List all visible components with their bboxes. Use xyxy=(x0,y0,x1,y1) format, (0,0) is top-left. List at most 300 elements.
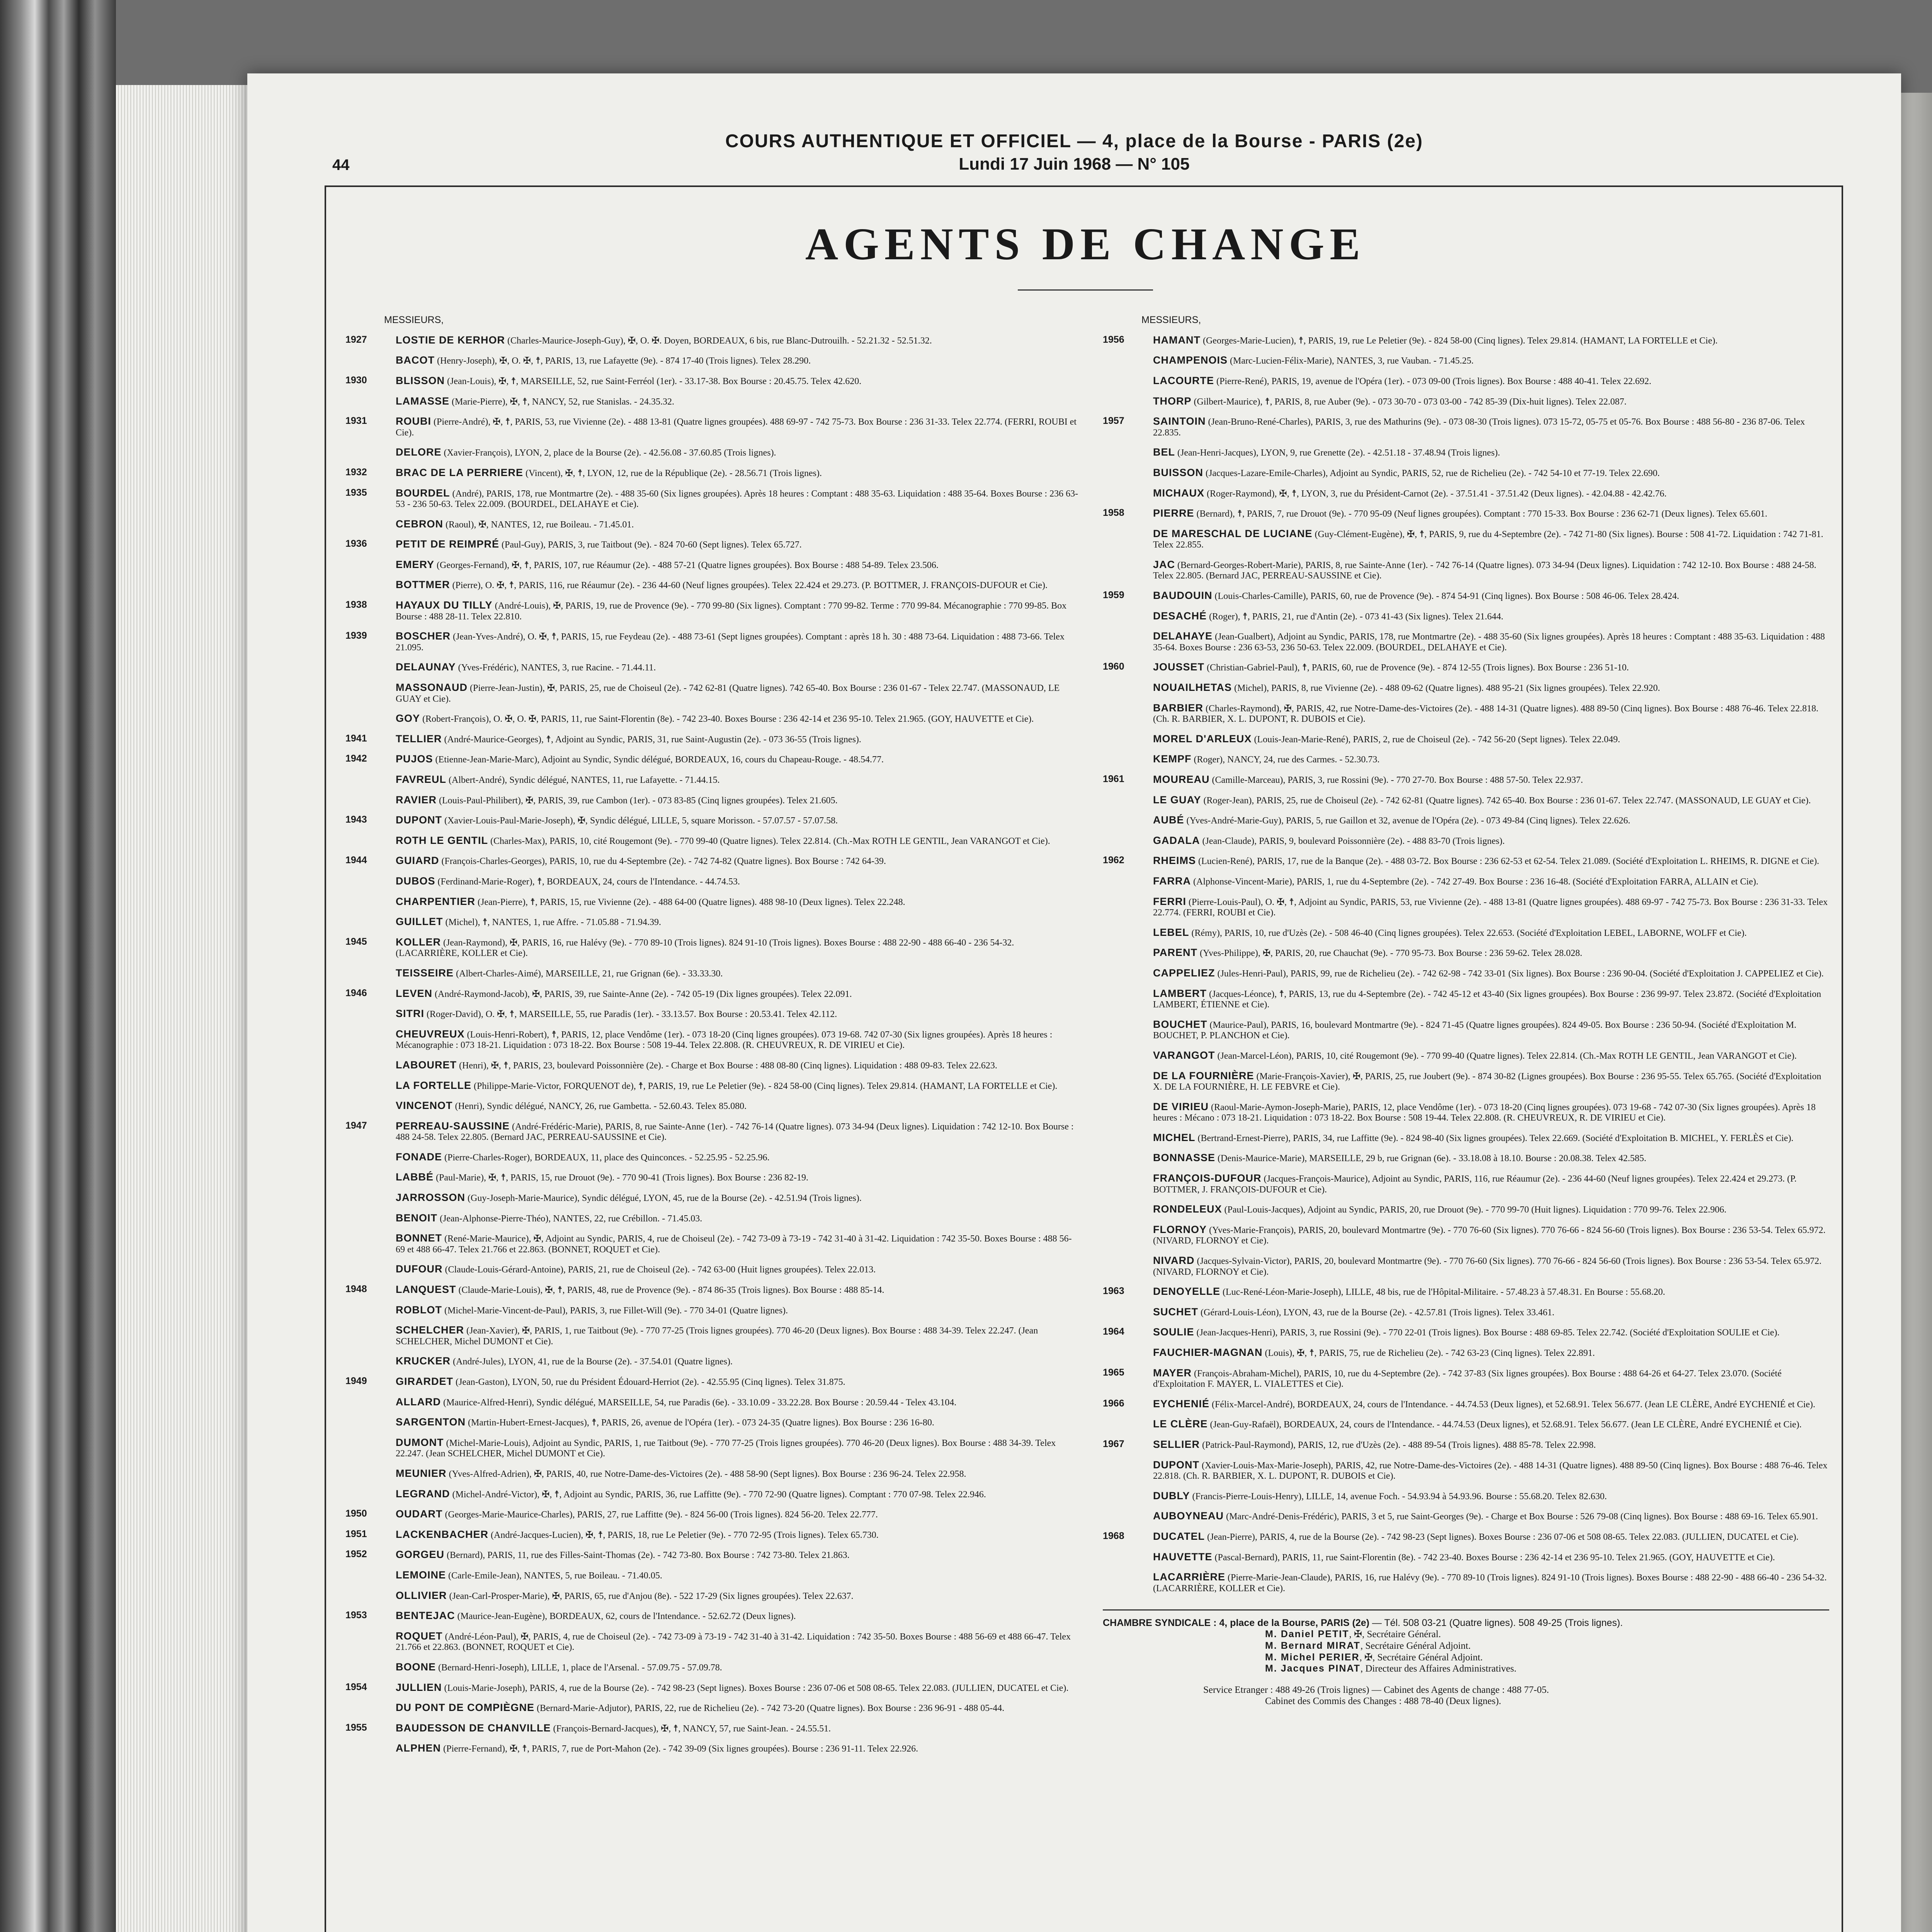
chambre-syndicale xyxy=(1103,1609,1829,1707)
agent-entry xyxy=(1103,1551,1829,1563)
agent-entry xyxy=(1103,1070,1829,1093)
agent-entry xyxy=(345,1529,1080,1541)
entry-name: VINCENOT xyxy=(396,1100,453,1112)
entry-details: (Yves-Philippe), ✠, PARIS, 20, rue Chauchat (9e). - 770 95-73. Box Bourse : 236 59-62. Telex 28.028. xyxy=(1200,948,1582,959)
entry-name: SARGENTON xyxy=(396,1416,466,1428)
agent-entry xyxy=(345,579,1080,591)
entry-name: BOURDEL xyxy=(396,487,450,499)
entry-details: (Jean-Gaston), LYON, 50, rue du Président Édouard-Herriot (2e). - 42.55.95 (Cinq lignes). Telex 31.875. xyxy=(456,1377,845,1387)
agent-entry xyxy=(345,1028,1080,1051)
entry-name: ROQUET xyxy=(396,1630,443,1642)
agent-entry xyxy=(345,354,1080,367)
entry-year: 1954 xyxy=(345,1681,367,1692)
entry-name: PIERRE xyxy=(1153,507,1194,519)
entry-name: DE LA FOURNIÈRE xyxy=(1153,1070,1254,1082)
entry-details: (Jean-Carl-Prosper-Marie), ✠, PARIS, 65, rue d'Anjou (8e). - 522 17-29 (Six lignes groupées). Telex 22.637. xyxy=(449,1591,854,1601)
entry-details: (Jean-Pierre), ☨, PARIS, 15, rue Vivienne (2e). - 488 64-00 (Quatre lignes). 488 98-10 (Deux lignes). Telex 22.248. xyxy=(478,897,905,907)
entry-name: LAMASSE xyxy=(396,395,450,407)
agent-entry xyxy=(1103,610,1829,622)
agent-entry xyxy=(345,1610,1080,1622)
entry-details: (Charles-Raymond), ✠, PARIS, 42, rue Notre-Dame-des-Victoires (2e). - 488 14-31 (Quatre lignes). 488 89-50 (Cinq lignes). Box Bourse : 488 76-46. Telex 22.818. (Ch. R. BARBIER, X. L. DUPONT, R. DUBOIS et Cie). xyxy=(1153,703,1819,724)
entry-name: ROUBI xyxy=(396,415,431,427)
entry-details: (André-Louis), ✠, PARIS, 19, rue de Provence (9e). - 770 99-80 (Six lignes). Comptant : 770 99-82. Terme : 770 99-84. Mécanographie : 770 99-85. Box Bourse : 488 28-11. Telex 22.810. xyxy=(396,601,1067,622)
agent-entry xyxy=(1103,875,1829,888)
entry-details: (Maurice-Jean-Eugène), BORDEAUX, 62, cours de l'Intendance. - 52.62.72 (Deux lignes). xyxy=(457,1611,796,1622)
agent-entry xyxy=(345,1742,1080,1755)
right-column xyxy=(1103,315,1829,1707)
agent-entry xyxy=(345,661,1080,673)
page-number: 44 xyxy=(332,156,350,173)
entry-details: (Bernard-Henri-Joseph), LILLE, 1, place de l'Arsenal. - 57.09.75 - 57.09.78. xyxy=(438,1662,722,1673)
agent-entry xyxy=(345,1508,1080,1520)
agent-entry xyxy=(345,538,1080,551)
entry-name: SITRI xyxy=(396,1008,425,1020)
entry-name: HAUVETTE xyxy=(1153,1551,1213,1563)
entry-name: RHEIMS xyxy=(1153,855,1196,867)
agent-entry xyxy=(1103,1459,1829,1482)
entry-year: 1945 xyxy=(345,936,367,947)
agent-entry xyxy=(1103,661,1829,673)
entry-details: (Martin-Hubert-Ernest-Jacques), ☨, PARIS, 26, avenue de l'Opéra (1er). - 073 24-35 (Quatre lignes). Box Bourse : 236 16-80. xyxy=(468,1418,934,1428)
agent-entry xyxy=(345,916,1080,928)
entry-details: (Roger-David), O. ✠, ☨, MARSEILLE, 55, rue Paradis (1er). - 33.13.57. Box Bourse : 20.53.41. Telex 42.112. xyxy=(427,1009,837,1020)
entry-name: SAINTOIN xyxy=(1153,415,1206,427)
agent-entry xyxy=(1103,1132,1829,1144)
entry-details: (Louis-Marie-Joseph), PARIS, 4, rue de la Bourse (2e). - 742 98-23 (Sept lignes). Boxes Bourse : 236 07-06 et 508 08-65. Telex 22.083. (JULLIEN, DUCATEL et Cie). xyxy=(444,1683,1069,1693)
entry-details: (François-Charles-Georges), PARIS, 10, rue du 4-Septembre (2e). - 742 74-82 (Quatre lignes). Box Bourse : 742 64-39. xyxy=(441,856,886,867)
entry-details: (Christian-Gabriel-Paul), ☨, PARIS, 60, rue de Provence (9e). - 874 12-55 (Trois lignes). Box Bourse : 236 51-10. xyxy=(1207,663,1629,673)
entry-details: (Patrick-Paul-Raymond), PARIS, 12, rue d'Uzès (2e). - 488 89-54 (Trois lignes). 488 85-78. Telex 22.998. xyxy=(1202,1440,1596,1450)
entry-details: (Jacques-Lazare-Emile-Charles), Adjoint au Syndic, PARIS, 52, rue de Richelieu (2e). - 742 54-10 et 77-19. Telex 22.690. xyxy=(1206,468,1660,478)
agent-entry xyxy=(1103,528,1829,551)
entry-details: (François-Abraham-Michel), PARIS, 10, rue du 4-Septembre (2e). - 742 37-83 (Six lignes groupées). Box Bourse : 488 64-26 et 64-27. Telex 23.070. (Société d'Exploitation F. MAYER, L. VIALETTES et Cie). xyxy=(1153,1368,1782,1389)
entry-name: FRANÇOIS-DUFOUR xyxy=(1153,1172,1262,1184)
agent-entry xyxy=(1103,1367,1829,1390)
entry-name: GIRARDET xyxy=(396,1376,453,1387)
left-entry-list xyxy=(345,334,1080,1755)
entry-name: LEVEN xyxy=(396,987,433,999)
entry-year: 1966 xyxy=(1103,1398,1124,1409)
entry-name: GOY xyxy=(396,713,420,724)
agent-entry xyxy=(345,518,1080,531)
entry-details: (Jean-Pierre), PARIS, 4, rue de la Bourse (2e). - 742 98-23 (Sept lignes). Boxes Bourse : 236 07-06 et 508 08-65. Telex 22.083. (JULLIEN, DUCATEL et Cie). xyxy=(1207,1532,1799,1542)
entry-name: MASSONAUD xyxy=(396,682,468,694)
agent-entry xyxy=(1103,1203,1829,1216)
agent-entry xyxy=(345,1590,1080,1602)
entry-details: (Rémy), PARIS, 10, rue d'Uzès (2e). - 508 46-40 (Cinq lignes groupées). Telex 22.653. (Société d'Exploitation LEBEL, LABORNE, WOLFF et Cie). xyxy=(1191,928,1747,938)
entry-details: (Gilbert-Maurice), ☨, PARIS, 8, rue Auber (9e). - 073 30-70 - 073 03-00 - 742 85-39 (Dix-huit lignes). Telex 22.087. xyxy=(1194,396,1627,407)
entry-name: LANQUEST xyxy=(396,1284,456,1296)
agent-entry xyxy=(1103,682,1829,694)
agent-entry xyxy=(345,1569,1080,1582)
entry-name: BUISSON xyxy=(1153,466,1204,478)
agent-entry xyxy=(345,814,1080,827)
agent-entry xyxy=(345,487,1080,510)
entry-name: FAUCHIER-MAGNAN xyxy=(1153,1347,1263,1358)
agent-entry xyxy=(1103,375,1829,387)
entry-details: (Bertrand-Ernest-Pierre), PARIS, 34, rue Laffitte (9e). - 824 98-40 (Six lignes groupées). Telex 22.669. (Société d'Exploitation B. MICHEL, Y. FERLÈS et Cie). xyxy=(1197,1133,1794,1143)
entry-year: 1964 xyxy=(1103,1326,1124,1337)
agent-entry xyxy=(1103,334,1829,347)
entry-name: SUCHET xyxy=(1153,1306,1199,1318)
member-role: , Secrétaire Général Adjoint. xyxy=(1360,1640,1471,1651)
chambre-phone: — Tél. 508 03-21 (Quatre lignes). 508 49-25 (Trois lignes). xyxy=(1372,1617,1623,1629)
agent-entry xyxy=(345,1100,1080,1112)
entry-details: (Michel-Marie-Louis), Adjoint au Syndic, PARIS, 1, rue Taitbout (9e). - 770 77-25 (Trois lignes groupées). 770 46-20 (Deux lignes). Box Bourse : 488 34-39. Telex 22.247. (Jean SCHELCHER, Michel DUMONT et Cie). xyxy=(396,1438,1056,1459)
agent-entry xyxy=(345,774,1080,786)
entry-details: (Jean-Claude), PARIS, 9, boulevard Poissonnière (2e). - 488 83-70 (Trois lignes). xyxy=(1202,836,1505,846)
entry-year: 1955 xyxy=(345,1722,367,1733)
entry-details: (Pierre-Marie-Jean-Claude), PARIS, 16, rue Halévy (9e). - 770 89-10 (Trois lignes). 824 91-10 (Trois lignes). Boxes Bourse : 488 22-90 - 488 66-40 - 236 54-32. (LACARRIÈRE, KOLLER et Cie). xyxy=(1153,1573,1827,1594)
agent-entry xyxy=(1103,467,1829,479)
entry-details: (Louis-Charles-Camille), PARIS, 60, rue de Provence (9e). - 874 54-91 (Cinq lignes). Box Bourse : 508 46-06. Telex 28.424. xyxy=(1214,591,1679,602)
entry-name: LABOURET xyxy=(396,1059,457,1071)
entry-details: (Pierre), O. ✠, ☨, PARIS, 116, rue Réaumur (2e). - 236 44-60 (Neuf lignes groupées). Telex 22.424 et 29.273. (P. BOTTMER, J. FRANÇOIS-DUFOUR et Cie). xyxy=(452,580,1048,591)
entry-details: (Louis), ✠, ☨, PARIS, 75, rue de Richelieu (2e). - 742 63-23 (Cinq lignes). Telex 22.891. xyxy=(1265,1348,1595,1358)
entry-details: (Denis-Maurice-Marie), MARSEILLE, 29 b, rue Grignan (6e). - 33.18.08 à 18.10. Bourse : 20.08.38. Telex 42.585. xyxy=(1218,1153,1646,1164)
agent-entry xyxy=(345,794,1080,806)
entry-name: LACARRIÈRE xyxy=(1153,1571,1226,1583)
agent-entry xyxy=(345,1488,1080,1500)
entry-name: ROTH LE GENTIL xyxy=(396,834,488,846)
agent-entry xyxy=(345,1722,1080,1735)
agent-entry xyxy=(345,1171,1080,1184)
entry-name: BAUDESSON DE CHANVILLE xyxy=(396,1722,551,1734)
agent-entry xyxy=(1103,1152,1829,1164)
entry-year: 1962 xyxy=(1103,855,1124,866)
entry-name: FONADE xyxy=(396,1151,442,1163)
entry-details: (André-Jacques-Lucien), ✠, ☨, PARIS, 18, rue Le Peletier (9e). - 770 72-95 (Trois lignes). Telex 65.730. xyxy=(491,1530,879,1540)
entry-details: (Henri), Syndic délégué, NANCY, 26, rue Gambetta. - 52.60.43. Telex 85.080. xyxy=(455,1101,747,1112)
entry-year: 1947 xyxy=(345,1120,367,1131)
entry-details: (Bernard-Georges-Robert-Marie), PARIS, 8, rue Sainte-Anne (1er). - 742 76-14 (Quatre lignes). 073 34-94 (Deux lignes). Liquidation : 742 12-10. Box Bourse : 488 24-58. Telex 22.805. (Bernard JAC, PERREAU-SAUSSINE et Cie). xyxy=(1153,560,1816,581)
agent-entry xyxy=(1103,1531,1829,1543)
entry-name: JARROSSON xyxy=(396,1192,466,1204)
entry-year: 1956 xyxy=(1103,334,1124,345)
entry-details: (Jean-Jacques-Henri), PARIS, 3, rue Rossini (9e). - 770 22-01 (Trois lignes). Box Bourse : 488 69-85. Telex 22.742. (Société d'Exploitation SOULIE et Cie). xyxy=(1196,1328,1780,1338)
entry-details: (Albert-André), Syndic délégué, NANTES, 11, rue Lafayette. - 71.44.15. xyxy=(449,775,720,785)
agent-entry xyxy=(345,936,1080,959)
entry-details: (Alphonse-Vincent-Marie), PARIS, 1, rue du 4-Septembre (2e). - 742 27-49. Box Bourse : 236 16-48. (Société d'Exploitation FARRA, ALLAIN et Cie). xyxy=(1193,876,1759,887)
entry-details: (Jacques-Léonce), ☨, PARIS, 13, rue du 4-Septembre (2e). - 742 45-12 et 43-40 (Six lignes groupées). Box Bourse : 236 99-97. Telex 23.872. (Société d'Exploitation LAMBERT, ÉTIENNE et Cie). xyxy=(1153,989,1821,1010)
agent-entry xyxy=(1103,415,1829,438)
entry-name: DELAUNAY xyxy=(396,661,456,673)
content-frame xyxy=(325,185,1843,1932)
entry-name: BEL xyxy=(1153,446,1175,458)
entry-name: BENOIT xyxy=(396,1212,438,1224)
entry-details: (Michel), ☨, NANTES, 1, rue Affre. - 71.05.88 - 71.94.39. xyxy=(445,917,662,928)
member-role: , ✠, Secrétaire Général Adjoint. xyxy=(1359,1652,1483,1663)
entry-name: NOUAILHETAS xyxy=(1153,682,1232,694)
entry-name: PUJOS xyxy=(396,753,433,765)
entry-details: (René-Marie-Maurice), ✠, Adjoint au Syndic, PARIS, 4, rue de Choiseul (2e). - 742 73-09 à 73-19 - 742 31-40 à 31-42. Liquidation : 742 35-50. Boxes Bourse : 488 56-69 et 488 66-47. Telex 21.766 et 22.863. (BONNET, ROQUET et Cie). xyxy=(396,1234,1072,1255)
entry-name: PARENT xyxy=(1153,947,1198,959)
chambre-member xyxy=(1265,1663,1829,1675)
agent-entry xyxy=(1103,927,1829,939)
entry-details: (Carle-Emile-Jean), NANTES, 5, rue Boileau. - 71.40.05. xyxy=(448,1570,662,1581)
agent-entry xyxy=(345,682,1080,704)
entry-name: DUPONT xyxy=(1153,1459,1199,1471)
entry-name: MOUREAU xyxy=(1153,774,1210,785)
entry-details: (Charles-Maurice-Joseph-Guy), ✠, O. ✠. Doyen, BORDEAUX, 6 bis, rue Blanc-Dutrouilh. - 52.21.32 - 52.51.32. xyxy=(507,335,932,346)
entry-name: LEMOINE xyxy=(396,1569,446,1581)
agent-entry xyxy=(345,1355,1080,1367)
entry-details: (Louis-Henri-Robert), ☨, PARIS, 12, place Vendôme (1er). - 073 18-20 (Cinq lignes groupées). 073 19-68. 742 07-30 (Six lignes groupées). Après 18 heures : Mécanographie : 073 18-21. Liquidation : 073 18-22. Box Bourse : 508 19-44. Telex 22.808. (R. CHEUVREUX, R. DE VIRIEU et Cie). xyxy=(396,1029,1053,1051)
entry-name: TEISSEIRE xyxy=(396,967,454,979)
entry-name: DUFOUR xyxy=(396,1263,443,1275)
entry-name: MICHAUX xyxy=(1153,487,1204,499)
entry-name: CHAMPENOIS xyxy=(1153,354,1228,366)
agent-entry xyxy=(1103,559,1829,582)
entry-year: 1932 xyxy=(345,466,367,478)
entry-name: DENOYELLE xyxy=(1153,1286,1221,1298)
entry-name: DUBOS xyxy=(396,875,435,887)
entry-details: (Michel), PARIS, 8, rue Vivienne (2e). - 488 09-62 (Quatre lignes). 488 95-21 (Six lignes groupées). Telex 22.920. xyxy=(1234,683,1660,694)
entry-year: 1951 xyxy=(345,1528,367,1539)
agent-entry xyxy=(345,875,1080,888)
entry-name: ROBLOT xyxy=(396,1304,442,1316)
entry-details: (Pierre-Charles-Roger), BORDEAUX, 11, place des Quinconces. - 52.25.95 - 52.25.96. xyxy=(444,1152,770,1163)
entry-name: FERRI xyxy=(1153,895,1186,907)
agent-entry xyxy=(1103,1224,1829,1247)
entry-name: KOLLER xyxy=(396,936,441,948)
agent-entry xyxy=(345,467,1080,479)
entry-name: MOREL D'ARLEUX xyxy=(1153,733,1252,745)
agent-entry xyxy=(345,375,1080,387)
entry-details: (Gérard-Louis-Léon), LYON, 43, rue de la Bourse (2e). - 42.57.81 (Trois lignes). Telex 33.461. xyxy=(1201,1307,1554,1318)
agent-entry xyxy=(1103,855,1829,867)
agent-entry xyxy=(345,1702,1080,1714)
entry-details: (Philippe-Marie-Victor, FORQUENOT de), ☨, PARIS, 19, rue Le Peletier (9e). - 824 58-00 (Cinq lignes). Telex 29.814. (HAMANT, LA FORTELLE et Cie). xyxy=(473,1081,1058,1091)
agent-entry xyxy=(345,1549,1080,1561)
entry-name: DELORE xyxy=(396,446,442,458)
agent-entry xyxy=(345,713,1080,725)
entry-name: BOUCHET xyxy=(1153,1018,1208,1030)
entry-details: (Henri), ✠, ☨, PARIS, 23, boulevard Poissonnière (2e). - Charge et Box Bourse : 488 08-80 (Cinq lignes). Liquidation : 488 09-83. Telex 22.623. xyxy=(459,1060,997,1071)
agent-entry xyxy=(345,1151,1080,1163)
agent-entry xyxy=(345,446,1080,459)
entry-name: LE CLÈRE xyxy=(1153,1418,1208,1430)
cabinet-commis: Cabinet des Commis des Changes : 488 78-40 (Deux lignes). xyxy=(1265,1696,1502,1706)
entry-details: (Maurice-Paul), PARIS, 16, boulevard Montmartre (9e). - 824 71-45 (Quatre lignes groupées). 824 49-05. Box Bourse : 236 50-94. (Société d'Exploitation M. BOUCHET, P. PLANCHON et Cie). xyxy=(1153,1020,1796,1041)
agent-entry xyxy=(1103,702,1829,725)
chambre-members xyxy=(1103,1629,1829,1675)
entry-details: (Louis-Jean-Marie-René), PARIS, 2, rue de Choiseul (2e). - 742 56-20 (Sept lignes). Telex 22.049. xyxy=(1254,734,1620,745)
agent-entry xyxy=(1103,1286,1829,1298)
left-column-label: MESSIEURS, xyxy=(384,315,444,325)
entry-name: EMERY xyxy=(396,558,435,570)
entry-year: 1960 xyxy=(1103,661,1124,672)
entry-year: 1944 xyxy=(345,855,367,866)
member-role: , Directeur des Affaires Administratives. xyxy=(1360,1663,1517,1674)
entry-details: (Robert-François), O. ✠, O. ✠, PARIS, 11, rue Saint-Florentin (8e). - 742 23-40. Boxes Bourse : 236 42-14 et 236 95-10. Telex 21.965. (GOY, HAUVETTE et Cie). xyxy=(422,714,1034,724)
agent-entry xyxy=(345,967,1080,980)
right-entry-list xyxy=(1103,334,1829,1594)
entry-name: FARRA xyxy=(1153,875,1191,887)
entry-details: (Xavier-François), LYON, 2, place de la Bourse (2e). - 42.56.08 - 37.60.85 (Trois lignes). xyxy=(444,448,776,458)
entry-year: 1938 xyxy=(345,599,367,611)
agent-entry xyxy=(345,1212,1080,1225)
agent-entry xyxy=(1103,487,1829,500)
entry-details: (Xavier-Louis-Max-Marie-Joseph), PARIS, 42, rue Notre-Dame-des-Victoires (2e). - 488 14-31 (Quatre lignes). 488 89-50 (Cinq lignes). Box Bourse : 488 76-46. Telex 22.818. (Ch. R. BARBIER, X. L. DUPONT, R. DUBOIS et Cie). xyxy=(1153,1460,1828,1481)
entry-name: GUIARD xyxy=(396,855,439,867)
agent-entry xyxy=(1103,1398,1829,1410)
member-name: M. Daniel PETIT xyxy=(1265,1629,1349,1640)
entry-name: BOSCHER xyxy=(396,630,451,642)
entry-name: MEUNIER xyxy=(396,1467,447,1479)
entry-name: LAMBERT xyxy=(1153,987,1207,999)
entry-details: (Charles-Max), PARIS, 10, cité Rougemont (9e). - 770 99-40 (Quatre lignes). Telex 22.814. (Ch.-Max ROTH LE GENTIL, Jean VARANGOT et Cie). xyxy=(490,836,1050,846)
entry-details: (Jean-Marcel-Léon), PARIS, 10, cité Rougemont (9e). - 770 99-40 (Quatre lignes). Telex 22.814. (Ch.-Max ROTH LE GENTIL, Jean VARANGOT et Cie). xyxy=(1217,1051,1797,1061)
agent-entry xyxy=(345,1304,1080,1316)
agent-entry xyxy=(345,1630,1080,1653)
entry-details: (Jean-Bruno-René-Charles), PARIS, 3, rue des Mathurins (9e). - 073 08-30 (Trois lignes). 073 15-72, 05-75 et 05-76. Box Bourse : 488 56-80 - 236 87-06. Telex 22.835. xyxy=(1153,417,1805,438)
agent-entry xyxy=(345,855,1080,867)
entry-name: SOULIE xyxy=(1153,1326,1194,1338)
entry-details: (Pierre-André), ✠, ☨, PARIS, 53, rue Vivienne (2e). - 488 13-81 (Quatre lignes groupées). 488 69-97 - 742 75-73. Box Bourse : 236 31-33. Telex 22.774. (FERRI, ROUBI et Cie). xyxy=(396,417,1077,438)
member-name: M. Michel PERIER xyxy=(1265,1651,1360,1663)
entry-name: VARANGOT xyxy=(1153,1049,1215,1061)
entry-name: DUMONT xyxy=(396,1436,444,1448)
agent-entry xyxy=(345,1232,1080,1255)
agent-entry xyxy=(345,1437,1080,1459)
entry-year: 1943 xyxy=(345,814,367,825)
entry-name: DUCATEL xyxy=(1153,1530,1205,1542)
entry-details: (Roger), ☨, PARIS, 21, rue d'Antin (2e). - 073 41-43 (Six lignes). Telex 21.644. xyxy=(1209,611,1503,622)
entry-year: 1927 xyxy=(345,334,367,345)
entry-details: (Roger-Raymond), ✠, ☨, LYON, 3, rue du Président-Carnot (2e). - 37.51.41 - 37.51.42 (Deux lignes). - 42.04.88 - 42.42.76. xyxy=(1207,488,1667,499)
entry-details: (Ferdinand-Marie-Roger), ☨, BORDEAUX, 24, cours de l'Intendance. - 44.74.53. xyxy=(437,876,740,887)
entry-name: CEBRON xyxy=(396,518,444,530)
entry-year: 1959 xyxy=(1103,590,1124,601)
entry-details: (Guy-Joseph-Marie-Maurice), Syndic délégué, LYON, 45, rue de la Bourse (2e). - 42.51.94 (Trois lignes). xyxy=(468,1193,862,1204)
agent-entry xyxy=(1103,630,1829,653)
agent-entry xyxy=(345,1468,1080,1480)
entry-details: (Marie-Pierre), ✠, ☨, NANCY, 52, rue Stanislas. - 24.35.32. xyxy=(452,396,675,407)
entry-details: (Jacques-François-Maurice), Adjoint au Syndic, PARIS, 116, rue Réaumur (2e). - 236 44-60 (Neuf lignes groupées). Telex 22.424 et 29.273. (P. BOTTMER, J. FRANÇOIS-DUFOUR et Cie). xyxy=(1153,1174,1797,1195)
agent-entry xyxy=(345,630,1080,653)
entry-details: (Michel-Marie-Vincent-de-Paul), PARIS, 3, rue Fillet-Will (9e). - 770 34-01 (Quatre lignes). xyxy=(444,1305,788,1316)
entry-details: (André-Jules), LYON, 41, rue de la Bourse (2e). - 37.54.01 (Quatre lignes). xyxy=(453,1357,733,1367)
entry-details: (Yves-Alfred-Adrien), ✠, PARIS, 40, rue Notre-Dame-des-Victoires (2e). - 488 58-90 (Sept lignes). Box Bourse : 236 96-24. Telex 22.958. xyxy=(449,1469,966,1479)
entry-name: GUILLET xyxy=(396,916,443,928)
entry-year: 1948 xyxy=(345,1284,367,1295)
entry-details: (Paul-Guy), PARIS, 3, rue Taitbout (9e). - 824 70-60 (Sept lignes). Telex 65.727. xyxy=(502,540,802,550)
agent-entry xyxy=(1103,1326,1829,1338)
entry-year: 1957 xyxy=(1103,415,1124,427)
entry-name: BENTEJAC xyxy=(396,1610,455,1622)
entry-details: (Xavier-Louis-Paul-Marie-Joseph), ✠, Syndic délégué, LILLE, 5, square Morisson. - 57.07.57 - 57.07.58. xyxy=(444,816,838,826)
entry-details: (Jacques-Sylvain-Victor), PARIS, 20, boulevard Montmartre (9e). - 770 76-60 (Six lignes). 770 76-66 - 824 56-60 (Trois lignes). Box Bourse : 236 53-54. Telex 65.972. (NIVARD, FLORNOY et Cie). xyxy=(1153,1256,1821,1277)
header-date: Lundi 17 Juin 1968 — N° 105 xyxy=(959,155,1190,173)
agent-entry xyxy=(345,559,1080,571)
entry-details: (Yves-André-Marie-Guy), PARIS, 5, rue Gaillon et 32, avenue de l'Opéra (2e). - 073 49-84 (Cinq lignes). Telex 22.626. xyxy=(1186,816,1631,826)
left-column xyxy=(345,315,1080,1763)
page-title: AGENTS DE CHANGE xyxy=(805,219,1366,269)
agent-entry xyxy=(345,1682,1080,1694)
entry-year: 1950 xyxy=(345,1508,367,1519)
entry-details: (Jean-Yves-André), O. ✠, ☨, PARIS, 15, rue Feydeau (2e). - 488 73-61 (Sept lignes groupées). Comptant : après 18 h. 30 : 488 73-64. Liquidation : 488 73-66. Telex 21.095. xyxy=(396,632,1065,653)
entry-year: 1939 xyxy=(345,630,367,641)
entry-details: (Marc-André-Denis-Frédéric), PARIS, 3 et 5, rue Saint-Georges (9e). - Charge et Box Bourse : 526 79-08 (Cinq lignes). Box Bourse : 488 69-16. Telex 65.901. xyxy=(1226,1512,1818,1522)
entry-details: (Luc-René-Léon-Marie-Joseph), LILLE, 48 bis, rue de l'Hôpital-Militaire. - 57.48.23 à 57.48.31. En Bourse : 55.68.20. xyxy=(1223,1287,1665,1298)
entry-details: (Marie-François-Xavier), ✠, PARIS, 25, rue Joubert (9e). - 874 30-82 (Lignes groupées). Box Bourse : 236 95-55. Telex 65.765. (Société d'Exploitation X. DE LA FOURNIÈRE, H. LE FEBVRE et Cie). xyxy=(1153,1071,1821,1092)
entry-details: (Paul-Marie), ✠, ☨, PARIS, 15, rue Drouot (9e). - 770 90-41 (Trois lignes). Box Bourse : 236 82-19. xyxy=(436,1173,809,1183)
agent-entry xyxy=(345,733,1080,745)
entry-name: GADALA xyxy=(1153,834,1200,846)
entry-details: (André-Raymond-Jacob), ✠, PARIS, 39, rue Sainte-Anne (2e). - 742 05-19 (Dix lignes groupées). Telex 22.091. xyxy=(435,989,852,999)
entry-details: (Jean-Raymond), ✠, PARIS, 16, rue Halévy (9e). - 770 89-10 (Trois lignes). 824 91-10 (Trois lignes). Boxes Bourse : 488 22-90 - 488 66-40 - 236 54-32. (LACARRIÈRE, KOLLER et Cie). xyxy=(396,937,1014,959)
entry-name: LEBEL xyxy=(1153,926,1189,938)
entry-name: BONNET xyxy=(396,1232,442,1244)
entry-name: LACOURTE xyxy=(1153,374,1214,386)
entry-name: CAPPELIEZ xyxy=(1153,967,1215,979)
entry-details: (Jean-Xavier), ✠, PARIS, 1, rue Taitbout (9e). - 770 77-25 (Trois lignes groupées). 770 46-20 (Deux lignes). Box Bourse : 488 34-39. Telex 22.247. (Jean SCHELCHER, Michel DUMONT et Cie). xyxy=(396,1326,1038,1347)
entry-details: (Jean-Alphonse-Pierre-Théo), NANTES, 22, rue Crébillon. - 71.45.03. xyxy=(440,1213,702,1224)
entry-name: LACKENBACHER xyxy=(396,1528,488,1540)
entry-name: HAYAUX DU TILLY xyxy=(396,599,493,611)
member-role: , ✠, Secrétaire Général. xyxy=(1349,1629,1441,1640)
entry-details: (André-Maurice-Georges), ☨, Adjoint au Syndic, PARIS, 31, rue Saint-Augustin (2e). - 073 36-55 (Trois lignes). xyxy=(444,734,861,745)
agent-entry xyxy=(345,835,1080,847)
entry-details: (André), PARIS, 178, rue Montmartre (2e). - 488 35-60 (Six lignes groupées). Après 18 heures : Comptant : 488 35-63. Liquidation : 488 35-64. Boxes Bourse : 236 63-53 - 236 50-63. Telex 22.009. (BOURDEL, DELAHAYE et Cie). xyxy=(396,488,1078,510)
member-name: M. Jacques PINAT xyxy=(1265,1663,1361,1674)
agent-entry xyxy=(1103,446,1829,459)
agent-entry xyxy=(1103,794,1829,806)
entry-name: CHARPENTIER xyxy=(396,895,476,907)
member-name: M. Bernard MIRAT xyxy=(1265,1640,1361,1651)
entry-name: FLORNOY xyxy=(1153,1223,1207,1235)
entry-name: MICHEL xyxy=(1153,1131,1196,1143)
agent-entry xyxy=(345,334,1080,347)
entry-details: (Claude-Marie-Louis), ✠, ☨, PARIS, 48, rue de Provence (9e). - 874 86-35 (Trois lignes). Box Bourse : 488 85-14. xyxy=(458,1285,884,1296)
entry-name: BONNASSE xyxy=(1153,1152,1216,1164)
entry-details: (Jean-Louis), ✠, ☨, MARSEILLE, 52, rue Saint-Ferréol (1er). - 33.17-38. Box Bourse : 20.45.75. Telex 42.620. xyxy=(447,376,862,386)
agent-entry xyxy=(1103,753,1829,765)
entry-details: (Henry-Joseph), ✠, O. ✠, ☨, PARIS, 13, rue Lafayette (9e). - 874 17-40 (Trois lignes). Telex 28.290. xyxy=(437,356,811,366)
entry-details: (Bernard-Marie-Adjutor), PARIS, 22, rue de Richelieu (2e). - 742 73-20 (Quatre lignes). Box Bourse : 236 96-91 - 488 05-44. xyxy=(537,1703,1005,1714)
agent-entry xyxy=(1103,1049,1829,1062)
entry-details: (François-Bernard-Jacques), ✠, ☨, NANCY, 57, rue Saint-Jean. - 24.55.51. xyxy=(553,1723,831,1734)
agent-entry xyxy=(345,1263,1080,1276)
book-spine-binding xyxy=(0,0,116,1932)
entry-name: GORGEU xyxy=(396,1549,445,1561)
entry-name: OLLIVIER xyxy=(396,1589,447,1601)
entry-details: (Raoul), ✠, NANTES, 12, rue Boileau. - 71.45.01. xyxy=(446,519,634,530)
agent-entry xyxy=(345,988,1080,1000)
chambre-member xyxy=(1265,1629,1829,1640)
header-publication: COURS AUTHENTIQUE ET OFFICIEL — 4, place de la Bourse - PARIS (2e) xyxy=(725,131,1423,151)
entry-year: 1930 xyxy=(345,374,367,386)
agent-entry xyxy=(1103,733,1829,745)
entry-details: (Roger), NANCY, 24, rue des Carmes. - 52.30.73. xyxy=(1194,755,1380,765)
entry-details: (Guy-Clément-Eugène), ✠, ☨, PARIS, 9, rue du 4-Septembre (2e). - 742 71-80 (Six lignes). Bourse : 508 41-72. Liquidation : 742 71-81. Telex 22.855. xyxy=(1153,529,1823,550)
entry-details: (Pierre-René), PARIS, 19, avenue de l'Opéra (1er). - 073 09-00 (Trois lignes). Box Bourse : 488 40-41. Telex 22.692. xyxy=(1216,376,1651,386)
entry-name: FAVREUL xyxy=(396,774,447,785)
entry-details: (Etienne-Jean-Marie-Marc), Adjoint au Syndic, Syndic délégué, BORDEAUX, 16, cours du Chapeau-Rouge. - 48.54.77. xyxy=(435,755,884,765)
agent-entry xyxy=(1103,967,1829,980)
entry-details: (Vincent), ✠, ☨, LYON, 12, rue de la République (2e). - 28.56.71 (Trois lignes). xyxy=(526,468,822,478)
entry-name: DE VIRIEU xyxy=(1153,1100,1209,1112)
agent-entry xyxy=(345,1008,1080,1020)
entry-details: (Yves-Frédéric), NANTES, 3, rue Racine. - 71.44.11. xyxy=(458,663,656,673)
entry-name: THORP xyxy=(1153,395,1192,407)
entry-details: (Marc-Lucien-Félix-Marie), NANTES, 3, rue Vauban. - 71.45.25. xyxy=(1230,356,1474,366)
entry-year: 1958 xyxy=(1103,507,1124,519)
entry-name: DELAHAYE xyxy=(1153,630,1213,642)
entry-name: JAC xyxy=(1153,558,1175,570)
agent-entry xyxy=(1103,814,1829,827)
